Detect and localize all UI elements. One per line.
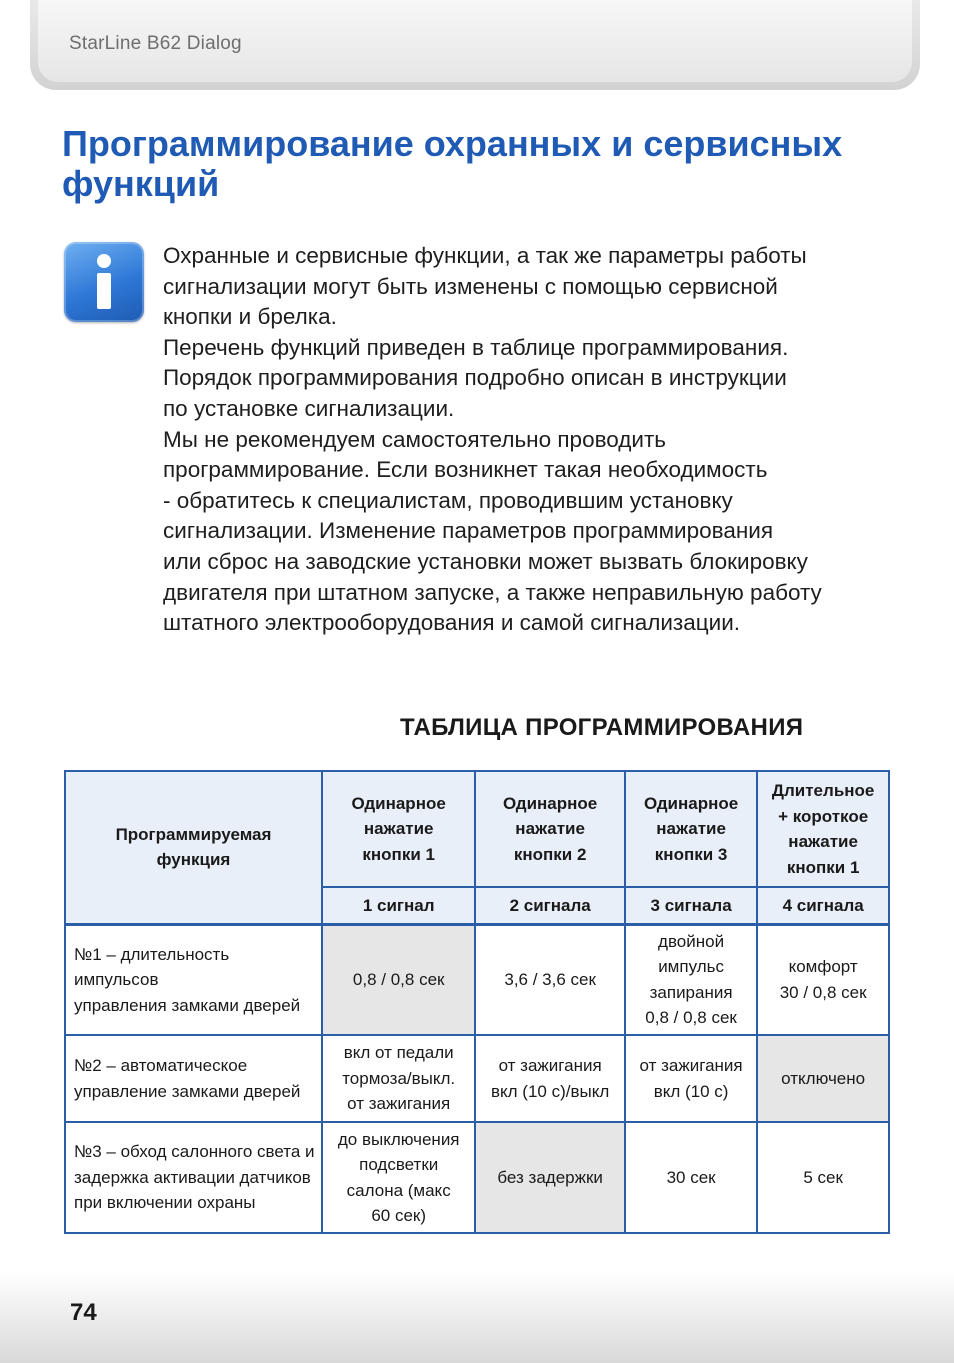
header-function: Программируемая функция <box>65 771 322 924</box>
page-title: Программирование охранных и сервисных функций <box>62 123 843 204</box>
info-line: программирование. Если возникнет такая необходимость <box>163 457 768 483</box>
row3-function: №3 – обход салонного света и задержка активации датчиков при включении охраны <box>65 1122 322 1233</box>
header-col1: Одинарное нажатие кнопки 1 <box>322 771 475 887</box>
row2-cell4: отключено <box>757 1035 889 1122</box>
row2-cell3: от зажигания вкл (10 с) <box>625 1035 757 1122</box>
info-line: Охранные и сервисные функции, а так же параметры работы <box>163 243 807 268</box>
info-line: штатного электрооборудования и самой сигнализации. <box>163 610 741 636</box>
table-title: ТАБЛИЦА ПРОГРАММИРОВАНИЯ <box>400 714 804 741</box>
product-name: StarLine B62 Dialog <box>69 33 242 54</box>
header-col3: Одинарное нажатие кнопки 3 <box>625 771 757 887</box>
signal-3: 3 сигнала <box>625 887 757 924</box>
row1-cell2: 3,6 / 3,6 сек <box>475 924 625 1035</box>
row2-cell2: от зажигания вкл (10 с)/выкл <box>475 1035 625 1122</box>
info-line: или сброс на заводские установки может вызвать блокировку <box>163 548 808 574</box>
row1-cell3: двойной импульс запирания 0,8 / 0,8 сек <box>625 924 757 1035</box>
page-header <box>30 0 920 90</box>
row3-cell4: 5 сек <box>757 1122 889 1233</box>
info-line: Порядок программирования подробно описан в инструкции <box>163 365 787 391</box>
row2-cell1: вкл от педали тормоза/выкл. от зажигания <box>322 1035 475 1122</box>
table-row <box>65 1035 889 1122</box>
info-line: двигателя при штатном запуске, а также неправильную работу <box>163 579 822 605</box>
info-line: сигнализации. Изменение параметров программирования <box>163 518 774 544</box>
info-line: - обратитесь к специалистам, проводившим установку <box>163 487 733 513</box>
programming-table <box>64 770 890 1234</box>
row1-cell1: 0,8 / 0,8 сек <box>322 924 475 1035</box>
header-col2: Одинарное нажатие кнопки 2 <box>475 771 625 887</box>
row3-cell1: до выключения подсветки салона (макс 60 сек) <box>322 1122 475 1233</box>
info-line: Мы не рекомендуем самостоятельно проводить <box>163 426 667 452</box>
page-footer <box>0 1272 954 1363</box>
info-line: кнопки и брелка. <box>163 304 337 330</box>
table-row <box>65 924 889 1035</box>
table-row <box>65 1122 889 1233</box>
info-line: по установке сигнализации. <box>163 395 455 421</box>
row3-cell3: 30 сек <box>625 1122 757 1233</box>
info-line: сигнализации могут быть изменены с помощью сервисной <box>163 273 778 299</box>
info-icon <box>64 242 144 322</box>
signal-4: 4 сигнала <box>757 887 889 924</box>
page-number: 74 <box>70 1299 97 1326</box>
signal-2: 2 сигнала <box>475 887 625 924</box>
header-col4: Длительное + короткое нажатие кнопки 1 <box>757 771 889 887</box>
row1-function: №1 – длительность импульсов управления замками дверей <box>65 924 322 1035</box>
row2-function: №2 – автоматическое управление замками дверей <box>65 1035 322 1122</box>
table-header-row <box>65 771 889 887</box>
info-line: Перечень функций приведен в таблице программирования. <box>163 334 789 360</box>
info-paragraph <box>163 241 893 639</box>
row3-cell2: без задержки <box>475 1122 625 1233</box>
signal-1: 1 сигнал <box>322 887 475 924</box>
row1-cell4: комфорт 30 / 0,8 сек <box>757 924 889 1035</box>
